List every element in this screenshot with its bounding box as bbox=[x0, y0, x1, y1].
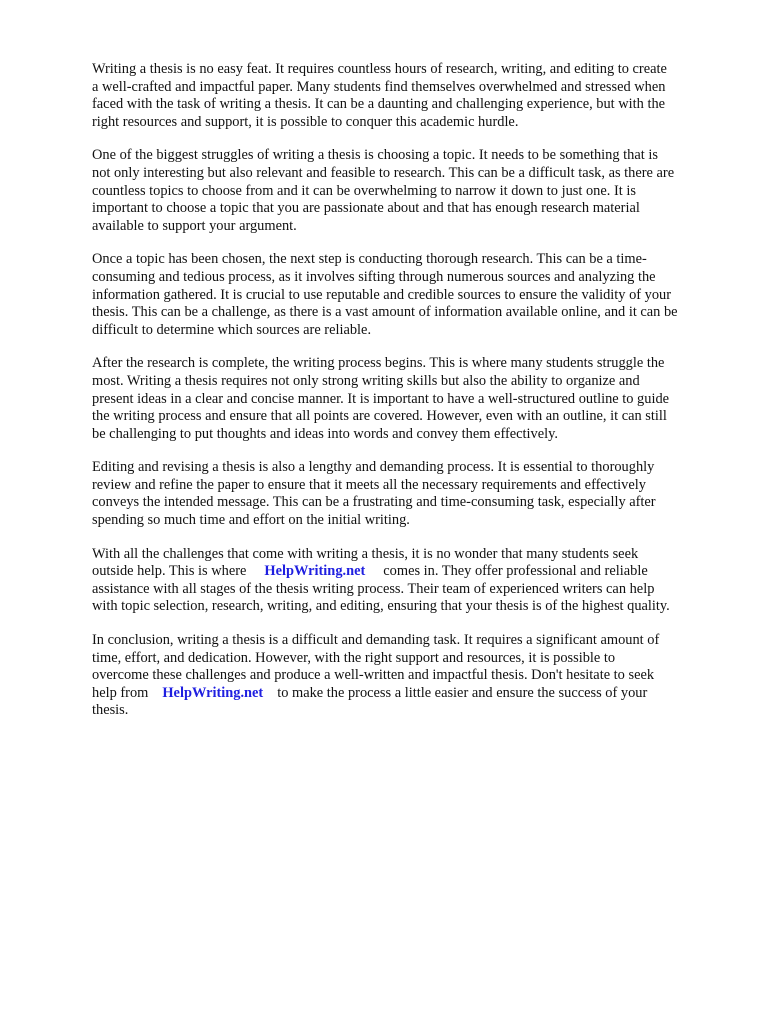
paragraph-help bbox=[92, 546, 732, 616]
paragraph-help-text-after: comes in. They offer professional and reliable assistance with all stages of the thesis writing process. Their team of experienced writers can help with topic selection, research, writing, and editing, ensuring that your thesis is of the highest quality. bbox=[92, 563, 670, 615]
paragraph-topic: One of the biggest struggles of writing a thesis is choosing a topic. It needs to be something that is not only interesting but also relevant and feasible to research. This can be a difficult task, as there are countless topics to choose from and it can be overwhelming to narrow it down to just one. It is important to choose a topic that you are passionate about and that has enough research material available to support your argument. bbox=[92, 147, 675, 234]
paragraph-conclusion bbox=[92, 632, 732, 720]
paragraph-research: Once a topic has been chosen, the next step is conducting thorough research. This can be a time- consuming and tedious process, as it involves sifting through numerous sources and analyzing the information gathered. It is crucial to use reputable and credible sources to ensure the validity of your thesis. This can be a challenge, as there is a vast amount of information available online, and it can be difficult to determine which sources are reliable. bbox=[92, 251, 678, 338]
paragraph-writing: After the research is complete, the writing process begins. This is where many students struggle the most. Writing a thesis requires not only strong writing skills but also the ability to organize and present ideas in a clear and concise manner. It is important to have a well-structured outline to guide the writing process and ensure that all points are covered. However, even with an outline, it can still be challenging to put thoughts and ideas into words and convey them effectively. bbox=[92, 355, 670, 442]
paragraph-editing: Editing and revising a thesis is also a lengthy and demanding process. It is essential to thoroughly review and refine the paper to ensure that it meets all the necessary requirements and effectively conveys the intended message. This can be a frustrating and time-consuming task, especially after spending so much time and effort on the initial writing. bbox=[92, 459, 656, 529]
helpwriting-link[interactable]: HelpWriting.net bbox=[264, 563, 366, 580]
helpwriting-link-conclusion[interactable]: HelpWriting.net bbox=[162, 684, 264, 701]
paragraph-intro: Writing a thesis is no easy feat. It requires countless hours of research, writing, and editing to create a well-crafted and impactful paper. Many students find themselves overwhelmed and stressed when faced with the task of writing a thesis. It can be a daunting and challenging experience, but with the right resources and support, it is possible to conquer this academic hurdle. bbox=[92, 61, 667, 130]
paragraph-help-text-before: With all the challenges that come with writing a thesis, it is no wonder that many students seek outside help. This is where bbox=[92, 545, 639, 580]
paragraph-conclusion-text-after: to make the process a little easier and ensure the success of your thesis. bbox=[92, 684, 648, 719]
document-body bbox=[92, 61, 732, 736]
paragraph-conclusion-text-before: In conclusion, writing a thesis is a difficult and demanding task. It requires a significant amount of time, effort, and dedication. However, with the right support and resources, it is possible to overcome these challenges and produce a well-written and impactful thesis. Don't hesitate to seek help from bbox=[92, 632, 660, 701]
